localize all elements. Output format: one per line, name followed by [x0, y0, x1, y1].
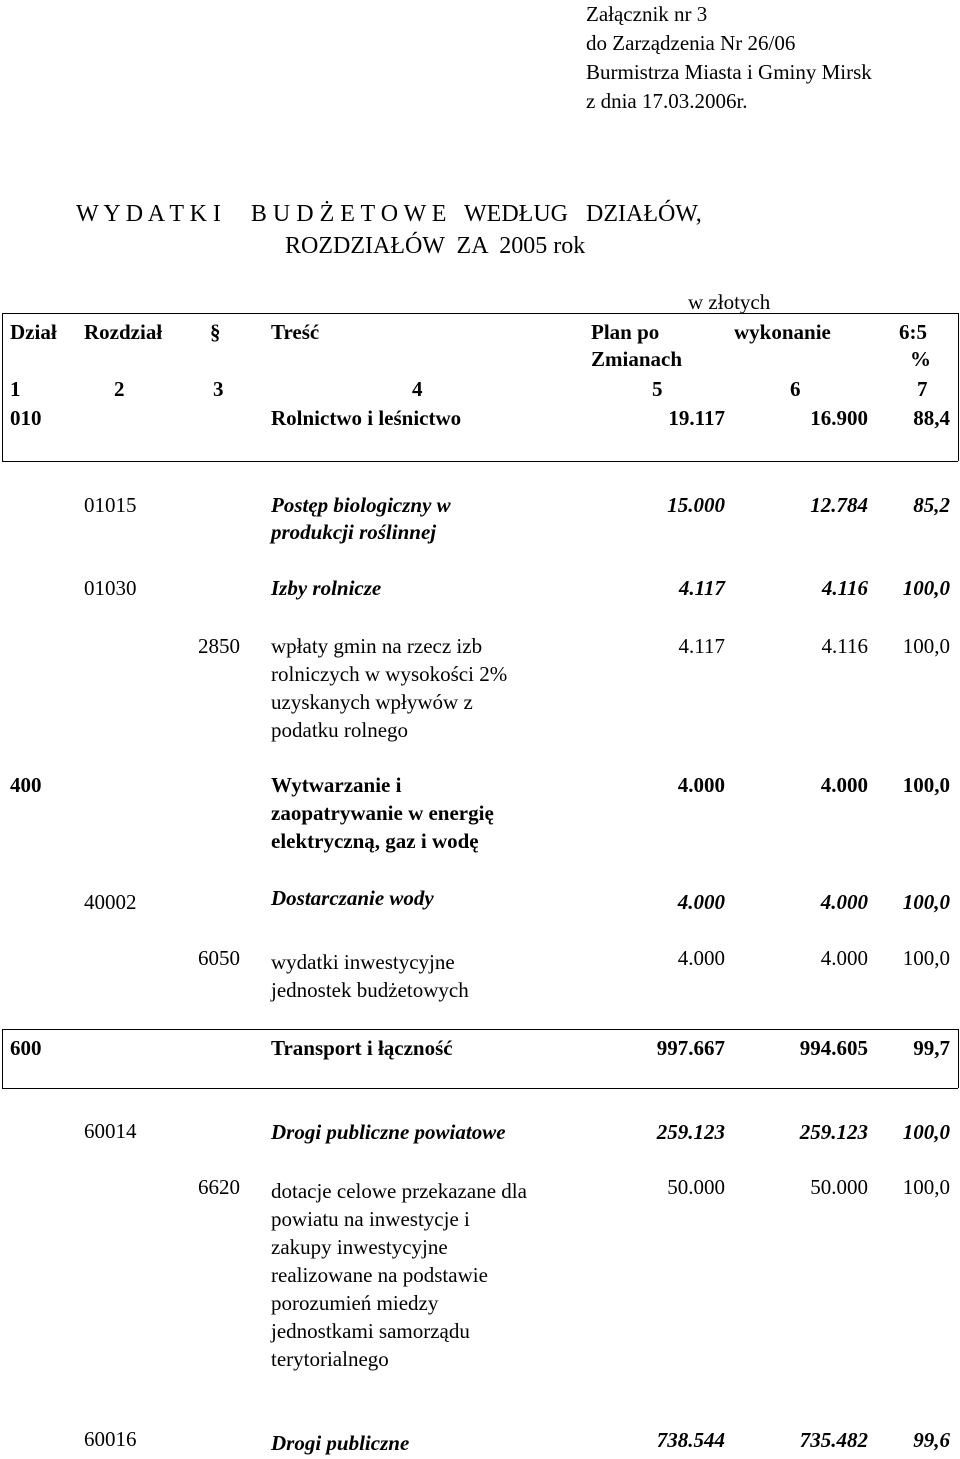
ratio-value: 100,0: [902, 1175, 950, 1199]
plan-value: 4.117: [678, 576, 725, 600]
header-plan-line-1: Plan po: [591, 320, 660, 344]
rozdzial-code: 60016: [84, 1427, 137, 1451]
row-description-line: rolniczych w wysokości 2%: [271, 662, 508, 686]
rozdzial-code: 01015: [84, 493, 137, 517]
plan-value: 4.000: [677, 946, 725, 970]
ratio-value: 88,4: [913, 406, 950, 430]
table-left-border: [2, 313, 3, 461]
dzial-code: 400: [10, 773, 42, 797]
ratio-value: 100,0: [902, 576, 950, 600]
plan-value: 4.000: [677, 773, 725, 797]
ratio-value: 100,0: [902, 890, 950, 914]
table-right-border: [958, 313, 959, 461]
plan-value: 19.117: [668, 406, 725, 430]
row-description-line: dotacje celowe przekazane dla: [271, 1179, 527, 1203]
row-description-line: zaopatrywanie w energię: [271, 801, 494, 825]
execution-value: 735.482: [799, 1428, 868, 1452]
row-description-line: wpłaty gmin na rzecz izb: [271, 634, 483, 658]
column-number: 2: [114, 377, 125, 401]
row-description-line: jednostek budżetowych: [271, 978, 469, 1002]
column-number: 3: [213, 377, 224, 401]
table-right-border: [958, 1029, 959, 1088]
dzial-code: 600: [10, 1036, 42, 1060]
ratio-value: 100,0: [902, 1120, 950, 1144]
execution-value: 12.784: [810, 493, 868, 517]
rozdzial-code: 01030: [84, 576, 137, 600]
row-separator: [2, 461, 958, 462]
row-description-line: Postęp biologiczny w: [271, 493, 451, 517]
paragraph-code: 2850: [198, 634, 240, 658]
execution-value: 50.000: [810, 1175, 868, 1199]
row-description-line: zakupy inwestycyjne: [271, 1235, 448, 1259]
header-dzial: Dział: [10, 320, 57, 344]
attachment-line-3: Burmistrza Miasta i Gminy Mirsk: [586, 60, 872, 84]
row-description: Drogi publiczne powiatowe: [271, 1120, 506, 1144]
column-number: 4: [412, 377, 423, 401]
attachment-line-1: Załącznik nr 3: [586, 2, 708, 26]
row-description-line: uzyskanych wpływów z: [271, 690, 473, 714]
unit-label: w złotych: [688, 290, 771, 314]
execution-value: 4.000: [820, 946, 868, 970]
row-separator: [2, 1029, 958, 1030]
column-number: 5: [652, 377, 663, 401]
row-separator: [2, 1088, 958, 1089]
column-number: 1: [10, 377, 21, 401]
plan-value: 15.000: [667, 493, 725, 517]
attachment-line-2: do Zarządzenia Nr 26/06: [586, 31, 796, 55]
header-wykonanie: wykonanie: [734, 320, 831, 344]
row-description-line: jednostkami samorządu: [271, 1319, 470, 1343]
row-description-line: Wytwarzanie i: [271, 773, 402, 797]
row-description-line: podatku rolnego: [271, 718, 409, 742]
ratio-value: 100,0: [902, 634, 950, 658]
row-description-line: terytorialnego: [271, 1347, 389, 1371]
table-left-border: [2, 1029, 3, 1088]
ratio-value: 99,6: [913, 1428, 950, 1452]
attachment-line-4: z dnia 17.03.2006r.: [586, 89, 748, 113]
header-plan-line-2: Zmianach: [591, 347, 683, 371]
execution-value: 16.900: [810, 406, 868, 430]
plan-value: 997.667: [656, 1036, 725, 1060]
row-description: Dostarczanie wody: [271, 886, 434, 910]
plan-value: 259.123: [656, 1120, 725, 1144]
row-description: Izby rolnicze: [271, 576, 382, 600]
header-rozdzial: Rozdział: [84, 320, 163, 344]
row-description-line: produkcji roślinnej: [271, 520, 437, 544]
header-ratio-line-2: %: [910, 347, 931, 371]
execution-value: 4.000: [820, 773, 868, 797]
ratio-value: 100,0: [902, 773, 950, 797]
row-description: Drogi publiczne: [271, 1431, 410, 1455]
dzial-code: 010: [10, 406, 42, 430]
plan-value: 4.117: [678, 634, 725, 658]
header-ratio-line-1: 6:5: [899, 320, 927, 344]
execution-value: 259.123: [799, 1120, 868, 1144]
paragraph-code: 6620: [198, 1175, 240, 1199]
plan-value: 4.000: [677, 890, 725, 914]
attachment-header: [586, 0, 872, 116]
ratio-value: 99,7: [913, 1036, 950, 1060]
execution-value: 4.116: [821, 634, 868, 658]
rozdzial-code: 40002: [84, 890, 137, 914]
execution-value: 994.605: [799, 1036, 868, 1060]
header-tresc: Treść: [271, 320, 320, 344]
execution-value: 4.116: [821, 576, 868, 600]
ratio-value: 100,0: [902, 946, 950, 970]
row-description-line: porozumień miedzy: [271, 1291, 439, 1315]
row-description: Rolnictwo i leśnictwo: [271, 406, 462, 430]
plan-value: 50.000: [667, 1175, 725, 1199]
title-line-1: W Y D A T K I B U D Ż E T O W E WEDŁUG DZIAŁÓW,: [76, 201, 702, 227]
column-number: 6: [790, 377, 801, 401]
row-description-line: powiatu na inwestycje i: [271, 1207, 470, 1231]
execution-value: 4.000: [820, 890, 868, 914]
row-description: Transport i łączność: [271, 1036, 453, 1060]
plan-value: 738.544: [656, 1428, 725, 1452]
row-description-line: realizowane na podstawie: [271, 1263, 488, 1287]
header-paragraph-sign: §: [210, 320, 221, 344]
ratio-value: 85,2: [913, 493, 950, 517]
row-description-line: wydatki inwestycyjne: [271, 950, 455, 974]
table-top-border: [2, 313, 958, 314]
paragraph-code: 6050: [198, 946, 240, 970]
row-description-line: elektryczną, gaz i wodę: [271, 829, 479, 853]
title-line-2: ROZDZIAŁÓW ZA 2005 rok: [285, 233, 586, 259]
rozdzial-code: 60014: [84, 1119, 137, 1143]
column-number: 7: [917, 377, 928, 401]
